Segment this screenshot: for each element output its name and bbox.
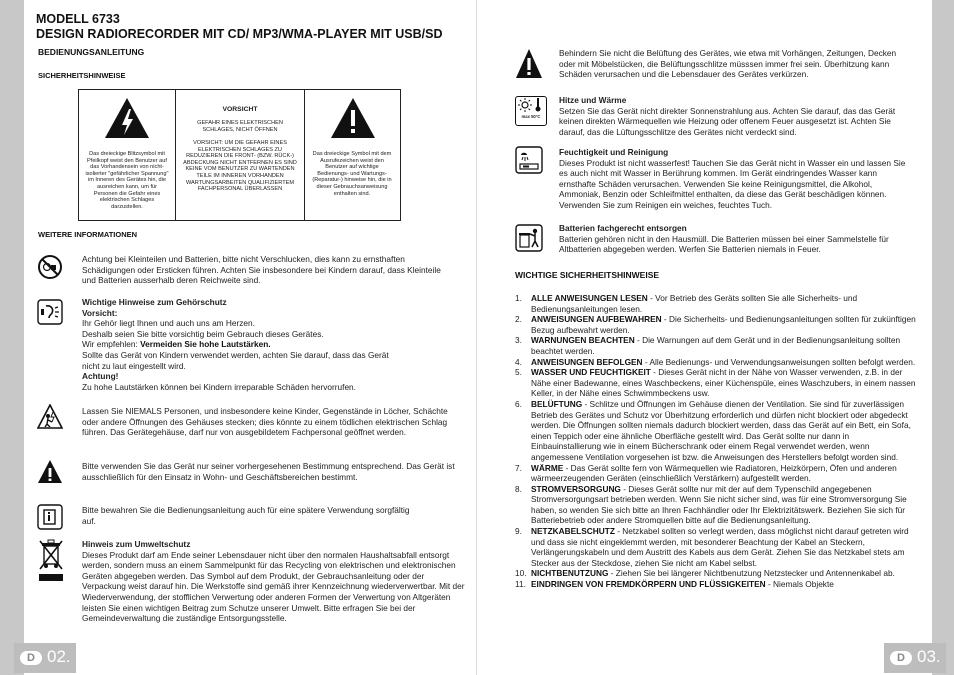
item-text: - Die Warnungen auf dem Gerät und in der Bedienungsanleitung sollten beachtet werden. xyxy=(531,335,901,356)
ventilation-warning-icon xyxy=(515,48,543,80)
safety-item xyxy=(515,526,919,568)
item-keyword: BELÜFTUNG xyxy=(531,398,583,409)
item-number: 6. xyxy=(515,398,522,409)
hearing-caution: Vorsicht: xyxy=(82,307,118,318)
electric-shock-icon xyxy=(37,404,63,430)
ventilation-text: Behindern Sie nicht die Belüftung des Gerätes, wie etwa mit Vorhängen, Zeitungen, Decken oder mit Möbelstücken, die Belüftungsschlitze müsssen immer frei sein. Überhitzung kann Schäden verursachen und die Lebensdauer des Gerätes verkürzen. xyxy=(559,48,897,80)
more-info-heading: WEITERE INFORMATIONEN xyxy=(38,230,138,239)
max-temp-label: max 50°C xyxy=(521,114,541,119)
item-text: - Das Gerät sollte fern von Wärmequellen wie Radiatoren, Heizkörpern, Öfen und anderen wärmeerzeugenden Geräten (einschließlich Verstärkern) aufgestellt werden. xyxy=(531,462,897,484)
item-text: - Netzkabel sollten so verlegt werden, dass möglichst nicht darauf getreten wird und dass sie nicht eingeklemmt werden, mit besonderer Beachtung der Kabel an Steckern, Verlängerungskabeln und dem Austritt des Kabels aus dem Gerät. Ziehen Sie das Netzkabel stets am Stecker aus der Steckdose, ziehen Sie nicht am Kabel selbst. xyxy=(531,526,909,568)
small-parts-text: Achtung bei Kleinteilen und Batterien, bitte nicht Verschlucken, dies kann zu ernsthaften Schädigungen oder Ersticken führen. Achten Sie insbesondere bei Kindern darauf, dass Kleinteile und Batterien ausserhalb deren Reichweite sind. xyxy=(82,254,441,286)
page-number-left xyxy=(14,643,76,673)
safety-item xyxy=(515,367,919,399)
item-number: 10. xyxy=(515,568,527,579)
item-text: - Die Sicherheits- und Bedienungsanleitungen sollten für zukünftigen Bezug aufbewahrt werden. xyxy=(531,314,916,335)
right-margin-bar xyxy=(932,0,954,675)
manual-book-icon xyxy=(37,504,63,530)
item-number: 7. xyxy=(515,462,522,473)
item-text: - Vor Betrieb des Geräts sollten Sie alle Sicherheits- und Bedienungsanleitungen lesen. xyxy=(531,293,858,314)
caution-shock: GEFAHR EINES ELEKTRISCHEN SCHLAGES, NICHT ÖFFNEN xyxy=(197,120,283,133)
hearing-protection-title: Wichtige Hinweise zum Gehörschutz xyxy=(82,297,227,307)
no-small-parts-icon xyxy=(37,254,63,280)
item-number: 8. xyxy=(515,483,522,494)
safety-item xyxy=(515,579,919,590)
safety-item xyxy=(515,293,919,314)
keep-manual-text: Bitte bewahren Sie die Bedienungsanleitung auch für eine spätere Verwendung sorgfältig auf. xyxy=(82,505,410,526)
item-number: 5. xyxy=(515,367,522,378)
hearing-protection-block xyxy=(82,297,462,392)
item-text: - Dieses Gerät sollte nur mit der auf dem Typenschild angegebenen Stromversorgungsart betrieben werden. Wenn Sie nicht sicher sind, was für eine Stromversorgung Sie haben, so wenden Sie sich bitte an Ihren Fachhändler oder Ihr Elektrizitätswerk. Beziehen Sie sich für Batteriebetrieb oder andere Stromquellen bitte auf die Bedienungsanleitung. xyxy=(531,483,907,526)
warning-cell-lightning xyxy=(79,90,176,220)
hearing-protection-icon xyxy=(37,299,63,325)
weee-bin-icon xyxy=(37,538,65,588)
item-keyword: WARNUNGEN BEACHTEN xyxy=(531,335,635,346)
safety-heading: SICHERHEITSHINWEISE xyxy=(38,71,126,80)
moisture-text: Dieses Produkt ist nicht wasserfest! Tauchen Sie das Gerät nicht in Wasser ein und lassen Sie es auch nicht mit Wasser in Berührung kommen. Im Gerät eindringendes Wasser kann ernsthafte Schäden verursachen. Verwenden Sie keine Reinigungsmittel, die Alkohol, Ammoniak, Benzin oder Schleifmittel enthalten, da diese das Gerät beschädigen können. Verwenden Sie zum Reinigen ein weiches, feuchtes Tuch. xyxy=(559,157,906,210)
item-number: 1. xyxy=(515,293,522,303)
model-title: MODELL 6733 xyxy=(36,12,120,26)
item-keyword: EINDRINGEN VON FREMDKÖRPERN UND FLÜSSIGKEITEN xyxy=(531,579,766,590)
warning-cell-caution xyxy=(176,90,305,220)
safety-item xyxy=(515,335,919,356)
item-text: - Niemals Objekte xyxy=(765,579,834,590)
safety-item xyxy=(515,399,919,463)
language-badge: D xyxy=(20,651,42,665)
item-keyword: ANWEISUNGEN BEFOLGEN xyxy=(531,356,643,367)
item-text: - Schlitze und Öffnungen im Gehäuse dienen der Ventilation. Sie sind für zuverlässigen Betrieb des Gerätes und Schutz vor Überhitzung erforderlich und dürfen nicht blockiert oder abgedeckt werden. Die Öffnungen sollten niemals dadurch blockiert werden, dass das Gerät auf ein Bett, ein Sofa, einen Teppich oder eine ähnliche Oberfläche gestellt wird. Das Gerät sollte nur dann in Einbauinstallierung wie in einem Bücherschrank oder einem Regal verwendet werden, wenn angemessene Ventilation vorgesehen ist bzw. die Anweisungen des Herstellers befolgt worden sind. xyxy=(531,398,911,462)
intended-use-warning-icon xyxy=(37,459,63,485)
heat-icon xyxy=(515,96,547,126)
item-keyword: ANWEISUNGEN AUFBEWAHREN xyxy=(531,314,662,325)
hearing-line-1: Ihr Gehör liegt Ihnen und auch uns am Herzen. xyxy=(82,318,255,329)
item-number: 9. xyxy=(515,526,522,537)
hearing-attention: Achtung! xyxy=(82,371,119,382)
hearing-damage: Zu hohe Lautstärken können bei Kindern irreparable Schäden hervorrufen. xyxy=(82,381,356,392)
intended-use-text: Bitte verwenden Sie das Gerät nur seiner vorhergesehenen Bestimmung entsprechend. Das Gerät ist ausschließlich für den Einsatz in Wohn- und Geschäftsbereichen bestimmt. xyxy=(82,461,455,482)
exclamation-warning-icon xyxy=(329,96,377,140)
product-title: DESIGN RADIORECORDER MIT CD/ MP3/WMA-PLAYER MIT USB/SD xyxy=(36,27,443,41)
battery-disposal-icon xyxy=(515,224,543,252)
page-number-right xyxy=(884,643,946,673)
hearing-recommend: Wir empfehlen: Vermeiden Sie hohe Lautstärken. xyxy=(82,339,271,350)
heat-text: Setzen Sie das Gerät nicht direkter Sonnenstrahlung aus. Achten Sie darauf, das das Gerät keinen direkten Wärmequellen wie Heizung oder offenem Feuer ausgesetzt ist. Achten Sie darauf, das die Lüftungsschlitze des Gerätes nicht verdeckt sind. xyxy=(559,105,896,137)
caution-text: VORSICHT: UM DIE GEFAHR EINES ELEKTRISCHEN SCHLAGES ZU REDUZIEREN DIE FRONT- (BZW. RÜCK-) ABDECKUNG NICHT ENTFERNEN ES SIND KEINE VOM BENUTZER ZU WARTENDEN TEILE IM INNEREN VORHANDEN WARTUNGSARBEITEN QUALIFIZIERTEM FACHPERSONAL ÜBERLASSEN xyxy=(183,140,297,193)
warning-box xyxy=(78,89,401,221)
moisture-block xyxy=(559,147,911,211)
item-keyword: NICHTBENUTZUNG xyxy=(531,568,609,579)
item-keyword: NETZKABELSCHUTZ xyxy=(531,526,615,537)
manual-heading: BEDIENUNGSANLEITUNG xyxy=(38,47,145,57)
hearing-line-2: Deshalb seien Sie bitte vorsichtig beim Gebrauch dieses Gerätes. xyxy=(82,328,324,339)
safety-item xyxy=(515,357,919,368)
language-badge: D xyxy=(890,651,912,665)
safety-instructions-list xyxy=(515,293,919,590)
lightning-explanation: Das dreieckige Blitzsymbol mit Pfeilkopf weist den Benutzer auf das Vorhandensein von nicht-isolierter "gefährlicher Spannung" im Inneren des Gerätes hin, die ausreichen kann, um für Personen die Gefahr eines elektrischen Schlages darzustellen. xyxy=(85,151,169,210)
heat-block xyxy=(559,95,911,137)
center-divider xyxy=(476,0,477,675)
left-margin-bar xyxy=(0,0,24,675)
item-number: 11. xyxy=(515,579,526,590)
caution-title: VORSICHT xyxy=(222,106,258,113)
heat-title: Hitze und Wärme xyxy=(559,95,627,105)
page-number: 02. xyxy=(47,647,71,666)
battery-block xyxy=(559,223,911,255)
exclamation-explanation: Das dreieckige Symbol mit dem Ausrufezeichen weist den Benutzer auf wichtige Bedienungs- und Wartungs- (Reparatur-) hinweise hin, die in dieser Gebrauchsanweisung enthalten sind. xyxy=(312,151,392,197)
environment-title: Hinweis zum Umweltschutz xyxy=(82,539,191,549)
safety-item xyxy=(515,463,919,484)
environment-text: Dieses Produkt darf am Ende seiner Lebensdauer nicht über den normalen Haushaltsabfall entsorgt werden, sondern muss an einem Sammelpunkt für das Recycling von elektrischen und elektronischen Geräten abgegeben werden. Das Symbol auf dem Produkt, der Gebrauchsanleitung oder der Verpackung weist darauf hin. Die Werkstoffe sind gemäß ihrer Kennzeichnung wiederverwertbar. Mit der Wiederverwendung, der stofflichen Verwertung oder anderen Formen der Verwertung von Altgeräten leisten Sie einen wichtigen Beitrag zum Schutze unserer Umwelt. Bitte erfragen Sie bei der Gemeindeverwaltung die zuständige Entsorgungsstelle. xyxy=(82,549,465,624)
electric-shock-text: Lassen Sie NIEMALS Personen, und insbesondere keine Kinder, Gegenstände in Löcher, Schächte oder andere Öffnungen des Gehäuses stecken; dies könnte zu einem tödlichen elektrischen Schlag führen. Das Gerätegehäuse, darf nur von ausgebildetem Fachpersonal geöffnet werden. xyxy=(82,406,448,438)
item-text: - Alle Bedienungs- und Verwendungsanweisungen sollten befolgt werden. xyxy=(642,356,916,367)
item-keyword: WÄRME xyxy=(531,462,564,473)
item-keyword: ALLE ANWEISUNGEN LESEN xyxy=(531,293,648,303)
safety-item xyxy=(515,484,919,526)
page-number: 03. xyxy=(917,647,941,666)
item-text: - Dieses Gerät nicht in der Nähe von Wasser verwenden, z.B. in der Nähe einer Badewanne, eines Waschbeckens, einer Küchenspüle, eines Waschzubers, in einem nassen Keller, in der Nähe eines Schwimmbeckens usw. xyxy=(531,367,916,399)
moisture-icon xyxy=(515,146,543,174)
battery-title: Batterien fachgerecht entsorgen xyxy=(559,223,687,233)
moisture-title: Feuchtigkeit und Reinigung xyxy=(559,147,669,157)
thermometer-icon xyxy=(534,98,542,112)
item-number: 2. xyxy=(515,314,522,325)
sun-icon xyxy=(518,98,532,112)
warning-cell-exclamation xyxy=(305,90,400,220)
environment-block xyxy=(82,539,467,624)
item-keyword: WASSER UND FEUCHTIGKEIT xyxy=(531,367,651,378)
hearing-children: Sollte das Gerät von Kindern verwendet werden, achten Sie darauf, dass das Gerät nicht zu laut eingestellt wird. xyxy=(82,349,389,371)
lightning-warning-icon xyxy=(103,96,151,140)
safety-item xyxy=(515,568,919,579)
item-text: - Ziehen Sie bei längerer Nichtbenutzung Netzstecker und Antennenkabel ab. xyxy=(608,568,895,579)
important-heading: WICHTIGE SICHERHEITSHINWEISE xyxy=(515,270,660,280)
item-number: 3. xyxy=(515,335,522,346)
item-keyword: STROMVERSORGUNG xyxy=(531,483,621,494)
safety-item xyxy=(515,314,919,335)
battery-text: Batterien gehören nicht in den Hausmüll. Die Batterien müssen bei einer Sammelstelle für Altbatterien abgegeben werden. Werfen Sie Batterien niemals in Feuer. xyxy=(559,233,889,255)
item-number: 4. xyxy=(515,356,522,367)
